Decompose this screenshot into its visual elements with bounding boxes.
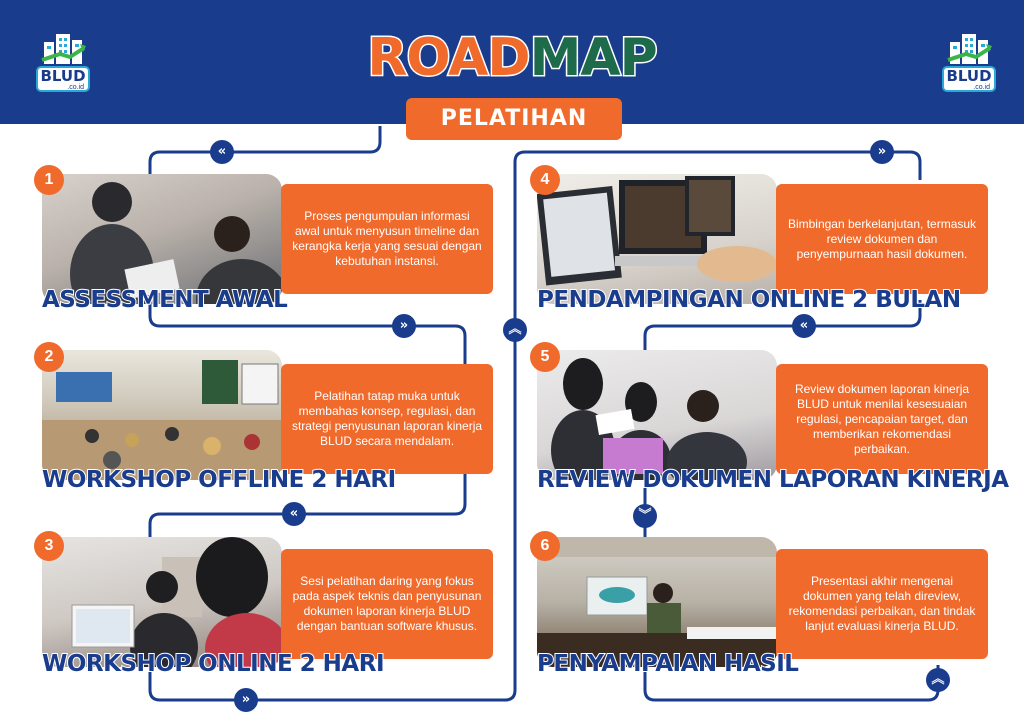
step-5-photo — [537, 350, 777, 480]
step-6-number: 6 — [530, 531, 560, 561]
step-2-description: Pelatihan tatap muka untuk membahas konsep, regulasi, dan strategi penyusunan laporan kinerja BLUD secara mendalam. — [281, 364, 493, 474]
arrow-left-icon: « — [282, 502, 306, 526]
logo-text: BLUD — [40, 67, 86, 85]
step-4-photo — [537, 174, 777, 304]
step-1-photo — [42, 174, 282, 304]
arrow-right-icon: » — [234, 688, 258, 712]
title-road: ROAD — [367, 28, 530, 88]
step-1-description: Proses pengumpulan informasi awal untuk menyusun timeline dan kerangka kerja yang sesuai dengan kebutuhan instansi. — [281, 184, 493, 294]
page-subtitle: PELATIHAN — [406, 98, 622, 140]
step-4-description: Bimbingan berkelanjutan, termasuk review dokumen dan penyempurnaan hasil dokumen. — [776, 184, 988, 294]
arrow-down-icon: ︾ — [633, 504, 657, 528]
step-4-label: PENDAMPINGAN ONLINE 2 BULAN — [537, 287, 961, 313]
step-2-number: 2 — [34, 342, 64, 372]
step-5-number: 5 — [530, 342, 560, 372]
step-3-number: 3 — [34, 531, 64, 561]
step-5-description: Review dokumen laporan kinerja BLUD untuk menilai kesesuaian regulasi, pencapaian target, dan memberikan rekomendasi perbaikan. — [776, 364, 988, 474]
step-3-label: WORKSHOP ONLINE 2 HARI — [42, 651, 384, 677]
review-photo — [537, 350, 777, 480]
step-6-label: PENYAMPAIAN HASIL — [537, 651, 799, 677]
arrow-left-icon: « — [792, 314, 816, 338]
logo-domain: .co.id — [67, 84, 84, 91]
step-6-description: Presentasi akhir mengenai dokumen yang telah direview, rekomendasi perbaikan, dan tindak lanjut evaluasi kinerja BLUD. — [776, 549, 988, 659]
presentation-photo — [537, 537, 777, 667]
arrow-up-icon: ︽ — [503, 318, 527, 342]
meeting-photo — [42, 174, 282, 304]
arrow-up-icon: ︽ — [926, 668, 950, 692]
logo-domain: .co.id — [973, 84, 990, 91]
online-workshop-photo — [42, 537, 282, 667]
arrow-right-icon: » — [392, 314, 416, 338]
step-6-photo — [537, 537, 777, 667]
classroom-photo — [42, 350, 282, 480]
laptops-photo — [537, 174, 777, 304]
step-2-photo — [42, 350, 282, 480]
step-4-number: 4 — [530, 165, 560, 195]
step-3-description: Sesi pelatihan daring yang fokus pada aspek teknis dan penyusunan dokumen laporan kinerja BLUD dengan bantuan software khusus. — [281, 549, 493, 659]
step-1-number: 1 — [34, 165, 64, 195]
step-1-label: ASSESSMENT AWAL — [42, 287, 288, 313]
arrow-right-icon: » — [870, 140, 894, 164]
title-map: MAP — [529, 28, 657, 88]
arrow-left-icon: « — [210, 140, 234, 164]
logo-text: BLUD — [946, 67, 992, 85]
step-2-label: WORKSHOP OFFLINE 2 HARI — [42, 467, 396, 493]
step-3-photo — [42, 537, 282, 667]
step-5-label: REVIEW DOKUMEN LAPORAN KINERJA — [537, 467, 1009, 493]
